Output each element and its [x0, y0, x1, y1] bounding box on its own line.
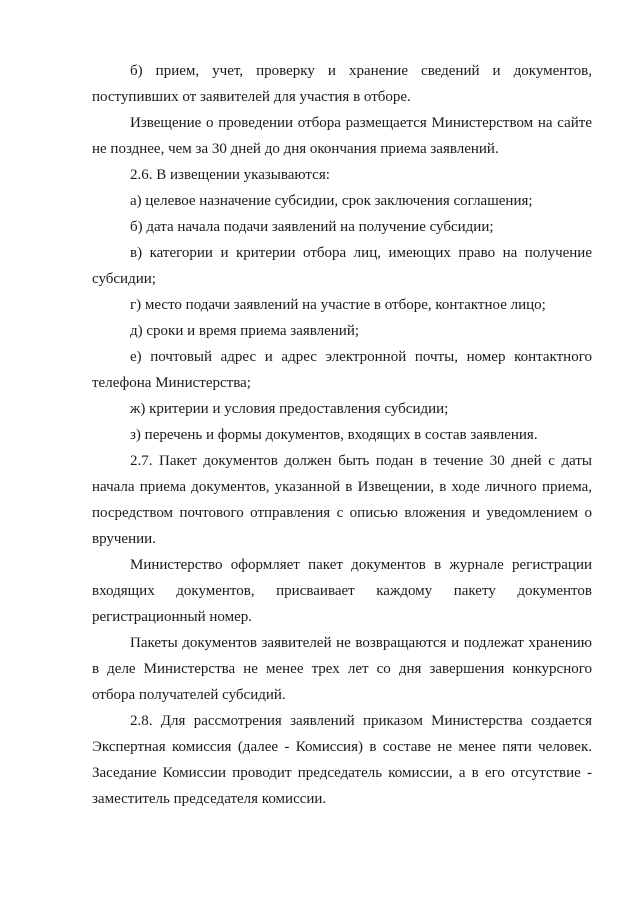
paragraph-item-v: в) категории и критерии отбора лиц, имеющих право на получение субсидии; [92, 245, 592, 287]
paragraph-section-2-7: 2.7. Пакет документов должен быть подан в течение 30 дней с даты начала приема документов, указанной в Извещении, в ходе личного приема, посредством почтового отправления с описью вложения и уведомлением о вручении. [92, 453, 592, 547]
paragraph-item-b: б) дата начала подачи заявлений на получение субсидии; [130, 219, 494, 235]
paragraph-item-g: г) место подачи заявлений на участие в отборе, контактное лицо; [130, 297, 546, 313]
paragraph-storage: Пакеты документов заявителей не возвращаются и подлежат хранению в деле Министерства не менее трех лет со дня завершения конкурсного отбора получателей субсидий. [92, 635, 592, 703]
paragraph-item-zh: ж) критерии и условия предоставления субсидии; [130, 401, 449, 417]
paragraph-registration: Министерство оформляет пакет документов в журнале регистрации входящих документов, присваивает каждому пакету документов регистрационный номер. [92, 557, 592, 625]
paragraph-item-z: з) перечень и формы документов, входящих в состав заявления. [130, 427, 538, 443]
paragraph-item-b-reception: б) прием, учет, проверку и хранение сведений и документов, поступивших от заявителей для участия в отборе. [92, 63, 592, 105]
paragraph-section-2-8: 2.8. Для рассмотрения заявлений приказом Министерства создается Экспертная комиссия (далее - Комиссия) в составе не менее пяти человек. Заседание Комиссии проводит председатель комиссии, а в его отсутствие - заместитель председателя комиссии. [92, 713, 592, 807]
paragraph-item-d: д) сроки и время приема заявлений; [130, 323, 360, 339]
paragraph-item-a: а) целевое назначение субсидии, срок заключения соглашения; [130, 193, 533, 209]
paragraph-section-2-6: 2.6. В извещении указываются: [130, 167, 330, 183]
document-body [92, 58, 592, 812]
paragraph-item-e: е) почтовый адрес и адрес электронной почты, номер контактного телефона Министерства; [92, 349, 592, 391]
paragraph-notice-publication: Извещение о проведении отбора размещается Министерством на сайте не позднее, чем за 30 дней до дня окончания приема заявлений. [92, 115, 592, 157]
